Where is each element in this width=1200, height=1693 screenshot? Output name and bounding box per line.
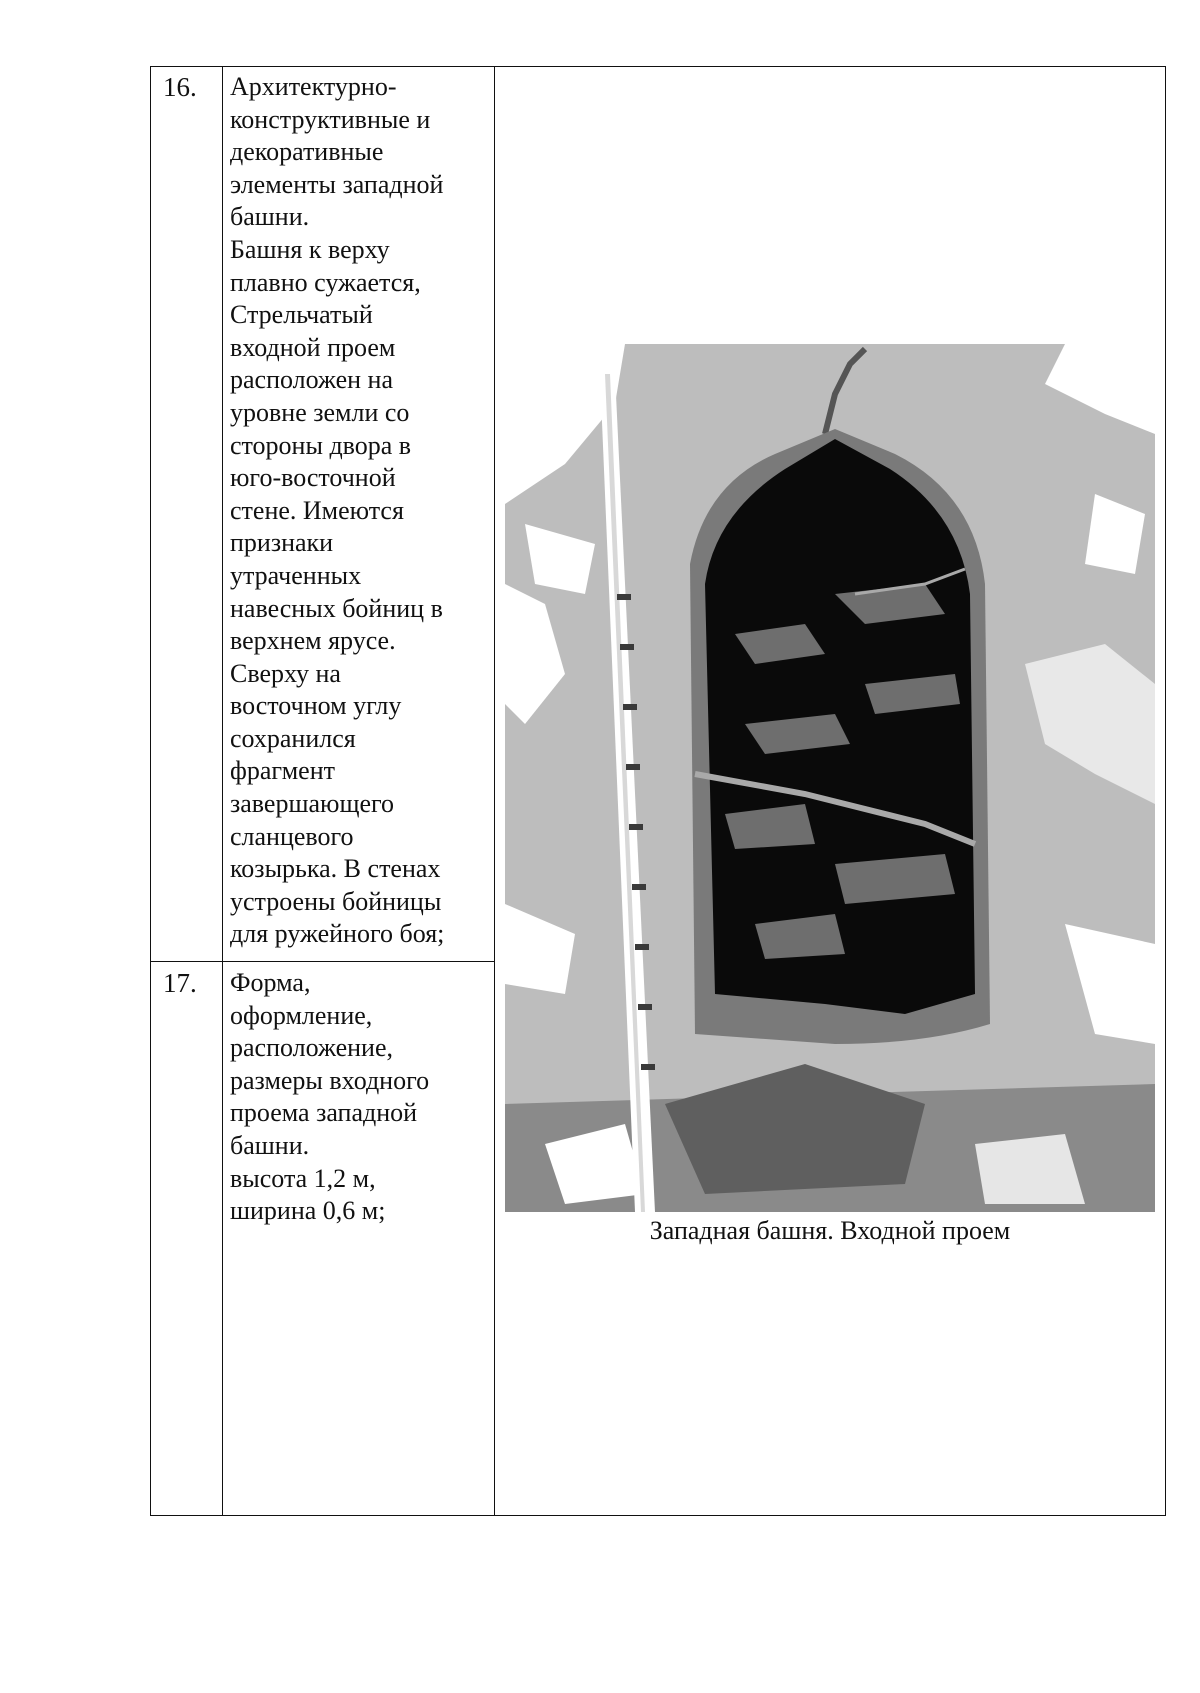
description-table (150, 66, 1166, 1516)
row-number: 16. (163, 72, 197, 102)
row-description: Форма, оформление, расположение, размеры входного проема западной башни. высота 1,2 м, ширина 0,6 м; (230, 968, 430, 1226)
row-number: 17. (163, 968, 197, 998)
column-divider (494, 67, 495, 1515)
tower-entrance-photo (505, 344, 1155, 1212)
photo-caption: Западная башня. Входной проем (649, 1216, 1011, 1245)
row-description: Архитектурно- конструктивные и декоративные элементы западной башни. Башня к верху плавно сужается, Стрельчатый входной проем расположен на уровне земли со стороны двора в юго-восточной стене. Имеются признаки утраченных навесных бойниц в верхнем ярусе. Сверху на восточном углу сохранился фрагмент завершающего сланцевого козырька. В стенах устроены бойницы для ружейного боя; (230, 72, 445, 949)
column-divider (222, 67, 223, 1515)
row-divider (151, 961, 494, 962)
